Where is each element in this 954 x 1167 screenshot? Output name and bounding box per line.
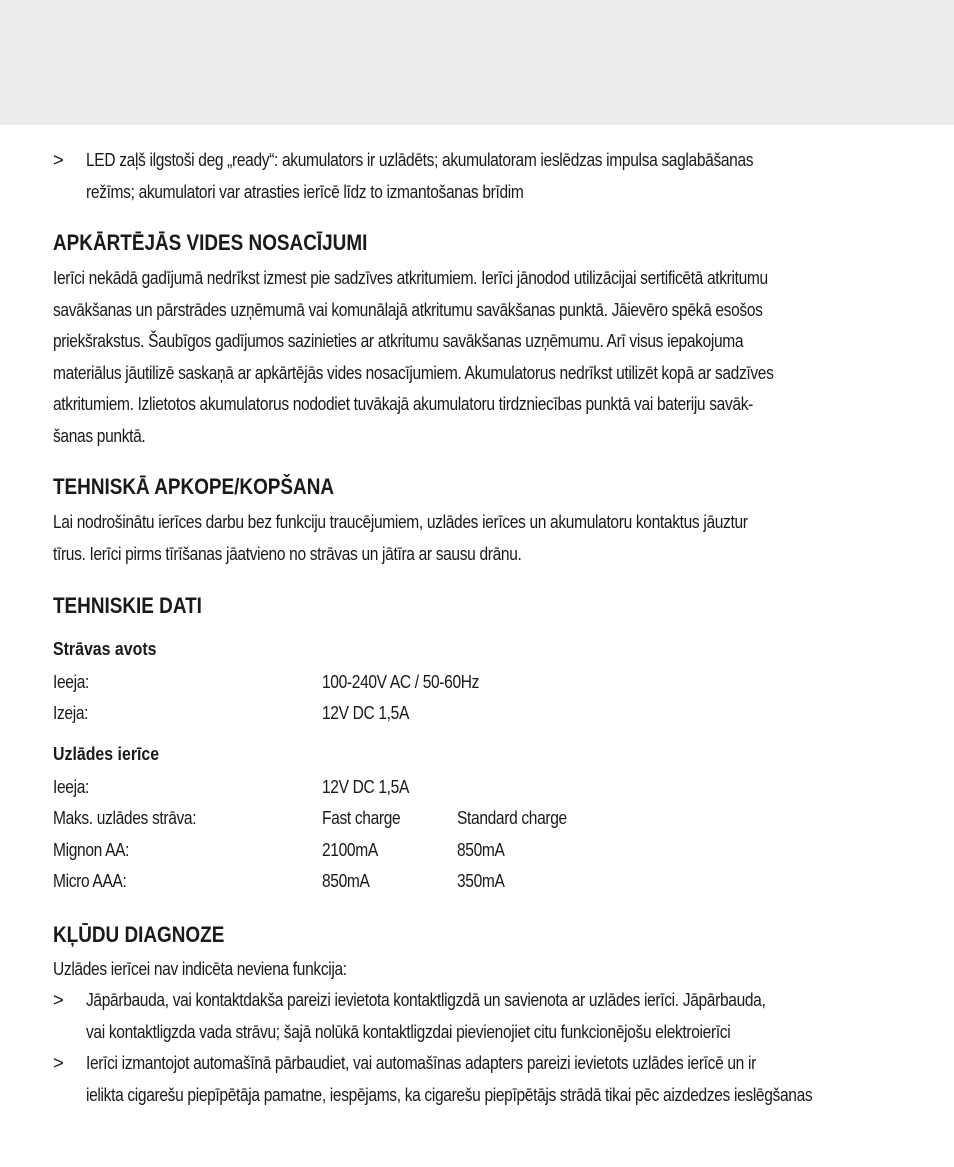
diagnosis-intro: Uzlādes ierīcei nav indicēta neviena funkcija: bbox=[53, 958, 347, 979]
paragraph-line: savākšanas un pārstrādes uzņēmumā vai komunālajā atkritumu savākšanas punktā. Jāievēro spēkā esošos bbox=[53, 298, 763, 320]
spec-value: 12V DC 1,5A bbox=[322, 702, 410, 723]
maintenance-heading: TEHNISKĀ APKOPE/KOPŠANA bbox=[53, 474, 335, 499]
spec-row bbox=[53, 666, 753, 697]
bullet-marker: > bbox=[53, 1052, 64, 1073]
bullet-line: LED zaļš ilgstoši deg „ready“: akumulators ir uzlādēts; akumulatoram ieslēdzas impulsa saglabāšanas bbox=[86, 149, 754, 170]
spec-value: Fast charge bbox=[322, 807, 401, 828]
spec-value-2: 850mA bbox=[457, 839, 505, 860]
bullet-line: režīms; akumulatori var atrasties ierīcē līdz to izmantošanas brīdim bbox=[86, 180, 524, 202]
power-supply-title: Strāvas avots bbox=[53, 638, 157, 659]
paragraph-line: Ierīci nekādā gadījumā nedrīkst izmest pie sadzīves atkritumiem. Ierīci jānodod utilizācijai sertificētā atkritumu bbox=[53, 267, 768, 288]
spec-label: Ieeja: bbox=[53, 776, 90, 797]
spec-row bbox=[53, 697, 753, 728]
spec-label: Ieeja: bbox=[53, 671, 90, 692]
spec-row bbox=[53, 834, 753, 865]
bullet-line: vai kontaktligzda vada strāvu; šajā nolūkā kontaktligzdai pievienojiet citu funkcionējošu elektroierīci bbox=[86, 1020, 731, 1042]
bullet-line: ielikta cigarešu piepīpētāja pamatne, iespējams, ka cigarešu piepīpētājs strādā tikai pēc aizdedzes ieslēgšanas bbox=[86, 1083, 813, 1105]
bullet-text bbox=[86, 144, 753, 207]
spec-row bbox=[53, 802, 753, 833]
environment-paragraph bbox=[53, 262, 774, 451]
top-grey-band bbox=[0, 0, 954, 125]
spec-value: 100-240V AC / 50-60Hz bbox=[322, 671, 480, 692]
paragraph-line: tīrus. Ierīci pirms tīrīšanas jāatvieno no strāvas un jātīra ar sausu drānu. bbox=[53, 542, 522, 564]
spec-value: 850mA bbox=[322, 870, 370, 891]
spec-value: 2100mA bbox=[322, 839, 378, 860]
bullet-text bbox=[86, 984, 765, 1047]
paragraph-line: šanas punktā. bbox=[53, 424, 146, 446]
bullet-marker: > bbox=[53, 989, 64, 1010]
spec-label: Micro AAA: bbox=[53, 870, 127, 891]
spec-label: Maks. uzlādes strāva: bbox=[53, 807, 197, 828]
environment-heading: APKĀRTĒJĀS VIDES NOSACĪJUMI bbox=[53, 230, 368, 255]
bullet-marker: > bbox=[53, 149, 64, 170]
spec-row bbox=[53, 865, 753, 896]
paragraph-line: atkritumiem. Izlietotos akumulatorus nododiet tuvākajā akumulatoru tirdzniecības punktā vai bateriju savāk- bbox=[53, 393, 753, 414]
spec-value-2: Standard charge bbox=[457, 807, 567, 828]
paragraph-line: priekšrakstus. Šaubīgos gadījumos sazinieties ar atkritumu savākšanas uzņēmumu. Arī visus iepakojuma bbox=[53, 330, 744, 351]
paragraph-line: Lai nodrošinātu ierīces darbu bez funkciju traucējumiem, uzlādes ierīces un akumulatoru kontaktus jāuztur bbox=[53, 511, 748, 532]
paragraph-line: materiālus jāutilizē saskaņā ar apkārtējās vides nosacījumiem. Akumulatorus nedrīkst utilizēt kopā ar sadzīves bbox=[53, 361, 774, 383]
charger-title: Uzlādes ierīce bbox=[53, 743, 160, 764]
bullet-line: Jāpārbauda, vai kontaktdakša pareizi ievietota kontaktligzdā un savienota ar uzlādes ierīci. Jāpārbauda, bbox=[86, 989, 766, 1010]
spec-value: 12V DC 1,5A bbox=[322, 776, 410, 797]
maintenance-paragraph bbox=[53, 506, 748, 569]
spec-label: Izeja: bbox=[53, 702, 89, 723]
bullet-text bbox=[86, 1047, 812, 1110]
spec-row bbox=[53, 771, 753, 802]
diagnosis-heading: KĻŪDU DIAGNOZE bbox=[53, 922, 225, 947]
tech-data-heading: TEHNISKIE DATI bbox=[53, 593, 202, 618]
spec-label: Mignon AA: bbox=[53, 839, 130, 860]
spec-value-2: 350mA bbox=[457, 870, 505, 891]
bullet-line: Ierīci izmantojot automašīnā pārbaudiet, vai automašīnas adapters pareizi ievietots uzlādes ierīcē un ir bbox=[86, 1052, 756, 1073]
